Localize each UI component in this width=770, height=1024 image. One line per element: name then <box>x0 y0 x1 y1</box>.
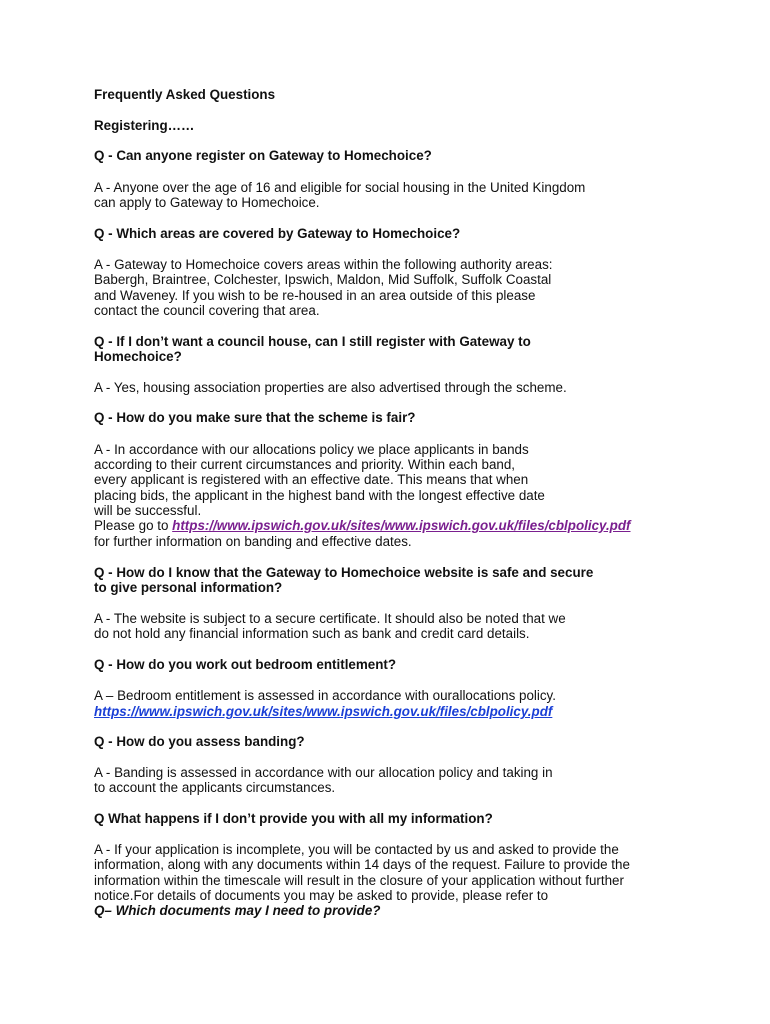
faq-answer-line: for further information on banding and effective dates. <box>94 534 412 549</box>
faq-answer-line <box>94 704 552 719</box>
faq-answer-line: placing bids, the applicant in the highest band with the longest effective date <box>94 488 545 503</box>
policy-link[interactable]: https://www.ipswich.gov.uk/sites/www.ipswich.gov.uk/files/cblpolicy.pdf <box>172 518 631 533</box>
faq-answer-line: A - Banding is assessed in accordance with our allocation policy and taking in <box>94 765 553 780</box>
faq-answer-line: A - If your application is incomplete, you will be contacted by us and asked to provide the <box>94 842 619 857</box>
section-heading: Registering…… <box>94 118 195 133</box>
faq-answer-line: information, along with any documents within 14 days of the request. Failure to provide the <box>94 857 630 872</box>
faq-answer-line: A - In accordance with our allocations policy we place applicants in bands <box>94 442 529 457</box>
page-title: Frequently Asked Questions <box>94 87 276 102</box>
faq-answer-line: contact the council covering that area. <box>94 303 320 318</box>
faq-answer-line: A – Bedroom entitlement is assessed in accordance with ourallocations policy. <box>94 688 556 703</box>
faq-answer-line: Babergh, Braintree, Colchester, Ipswich, Maldon, Mid Suffolk, Suffolk Coastal <box>94 272 552 287</box>
please-go-to-text: Please go to <box>94 518 173 533</box>
faq-question: Q What happens if I don’t provide you with all my information? <box>94 811 493 826</box>
faq-answer-line: and Waveney. If you wish to be re-housed in an area outside of this please <box>94 288 536 303</box>
faq-question: Q - Can anyone register on Gateway to Homechoice? <box>94 148 432 163</box>
faq-answer-line: A - Gateway to Homechoice covers areas within the following authority areas: <box>94 257 553 272</box>
faq-answer-line: will be successful. <box>94 503 202 518</box>
faq-question: Q - How do you work out bedroom entitlement? <box>94 657 397 672</box>
faq-answer-line: information within the timescale will result in the closure of your application without further <box>94 873 624 888</box>
faq-answer-line: A - The website is subject to a secure certificate. It should also be noted that we <box>94 611 566 626</box>
faq-reference: Q– Which documents may I need to provide? <box>94 903 381 918</box>
faq-answer-line: to account the applicants circumstances. <box>94 780 336 795</box>
faq-question: Q - How do I know that the Gateway to Homechoice website is safe and secure <box>94 565 594 580</box>
faq-answer-line: A - Yes, housing association properties are also advertised through the scheme. <box>94 380 567 395</box>
faq-answer-line: A - Anyone over the age of 16 and eligible for social housing in the United Kingdom <box>94 180 586 195</box>
faq-answer-line: according to their current circumstances and priority. Within each band, <box>94 457 516 472</box>
faq-question: Q - How do you assess banding? <box>94 734 305 749</box>
faq-answer-line: every applicant is registered with an effective date. This means that when <box>94 472 529 487</box>
faq-question: Homechoice? <box>94 349 182 364</box>
faq-question: to give personal information? <box>94 580 283 595</box>
faq-answer-line <box>94 518 631 533</box>
faq-question: Q - Which areas are covered by Gateway to Homechoice? <box>94 226 461 241</box>
policy-link[interactable]: https://www.ipswich.gov.uk/sites/www.ipswich.gov.uk/files/cblpolicy.pdf <box>94 704 553 719</box>
faq-answer-line: can apply to Gateway to Homechoice. <box>94 195 320 210</box>
faq-answer-line: do not hold any financial information such as bank and credit card details. <box>94 626 530 641</box>
faq-question: Q - How do you make sure that the scheme is fair? <box>94 410 416 425</box>
faq-answer-line: notice.For details of documents you may be asked to provide, please refer to <box>94 888 549 903</box>
faq-question: Q - If I don’t want a council house, can I still register with Gateway to <box>94 334 531 349</box>
